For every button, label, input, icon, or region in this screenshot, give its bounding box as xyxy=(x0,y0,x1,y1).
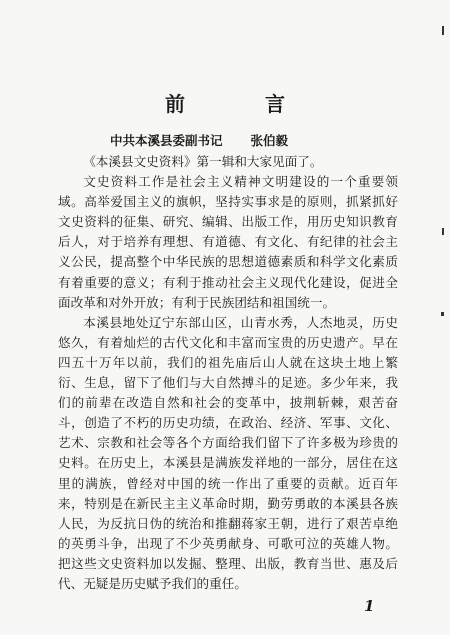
body-text xyxy=(58,152,398,594)
scan-artifact xyxy=(441,312,444,316)
byline xyxy=(110,131,288,149)
scan-artifact xyxy=(442,228,444,235)
paragraph-1: 《本溪县文史资料》第一辑和大家见面了。 xyxy=(83,154,323,169)
paragraph-2: 文史资料工作是社会主义精神文明建设的一个重要领域。高举爱国主义的旗帜，坚持实事求是的原则，抓紧抓好文史资料的征集、研究、编辑、出版工作，用历史知识教育后人，对于培养有理想、有道德、有文化、有纪律的社会主义公民，提高整个中华民族的思想道德素质和科学文化素质有着重要的意义；有利于推动社会主义现代化建设，促进全面改革和对外开放；有利于民族团结和祖国统一。 xyxy=(58,174,398,310)
page-title: 前 言 xyxy=(165,92,315,116)
scan-artifact xyxy=(442,26,444,35)
byline-role: 中共本溪县委副书记 xyxy=(110,133,223,148)
byline-author: 张伯毅 xyxy=(250,133,289,148)
page-number: 1 xyxy=(364,597,375,615)
paragraph-3: 本溪县地处辽宁东部山区，山青水秀，人杰地灵，历史悠久，有着灿烂的古代文化和丰富而宝贵的历史遗产。早在四五十万年以前，我们的祖先庙后山人就在这块土地上繁衍、生息，留下了他们与大自然搏斗的足迹。多少年来，我们的前辈在改造自然和社会的变革中，披荆斩棘，艰苦奋斗，创造了不朽的历史功绩，在政治、经济、军事、文化、艺术、宗教和社会等各个方面给我们留下了许多极为珍贵的史料。在历史上，本溪县是满族发祥地的一部分，居住在这里的满族，曾经对中国的统一作出了重要的贡献。近百年来，特别是在新民主主义革命时期，勤劳勇敢的本溪县各族人民，为反抗日伪的统治和推翻蒋家王朝，进行了艰苦卓绝的英勇斗争，出现了不少英勇献身、可歌可泣的英雄人物。把这些文史资料加以发掘、整理、出版，教育当世、惠及后代、无疑是历史赋予我们的重任。 xyxy=(58,314,398,591)
